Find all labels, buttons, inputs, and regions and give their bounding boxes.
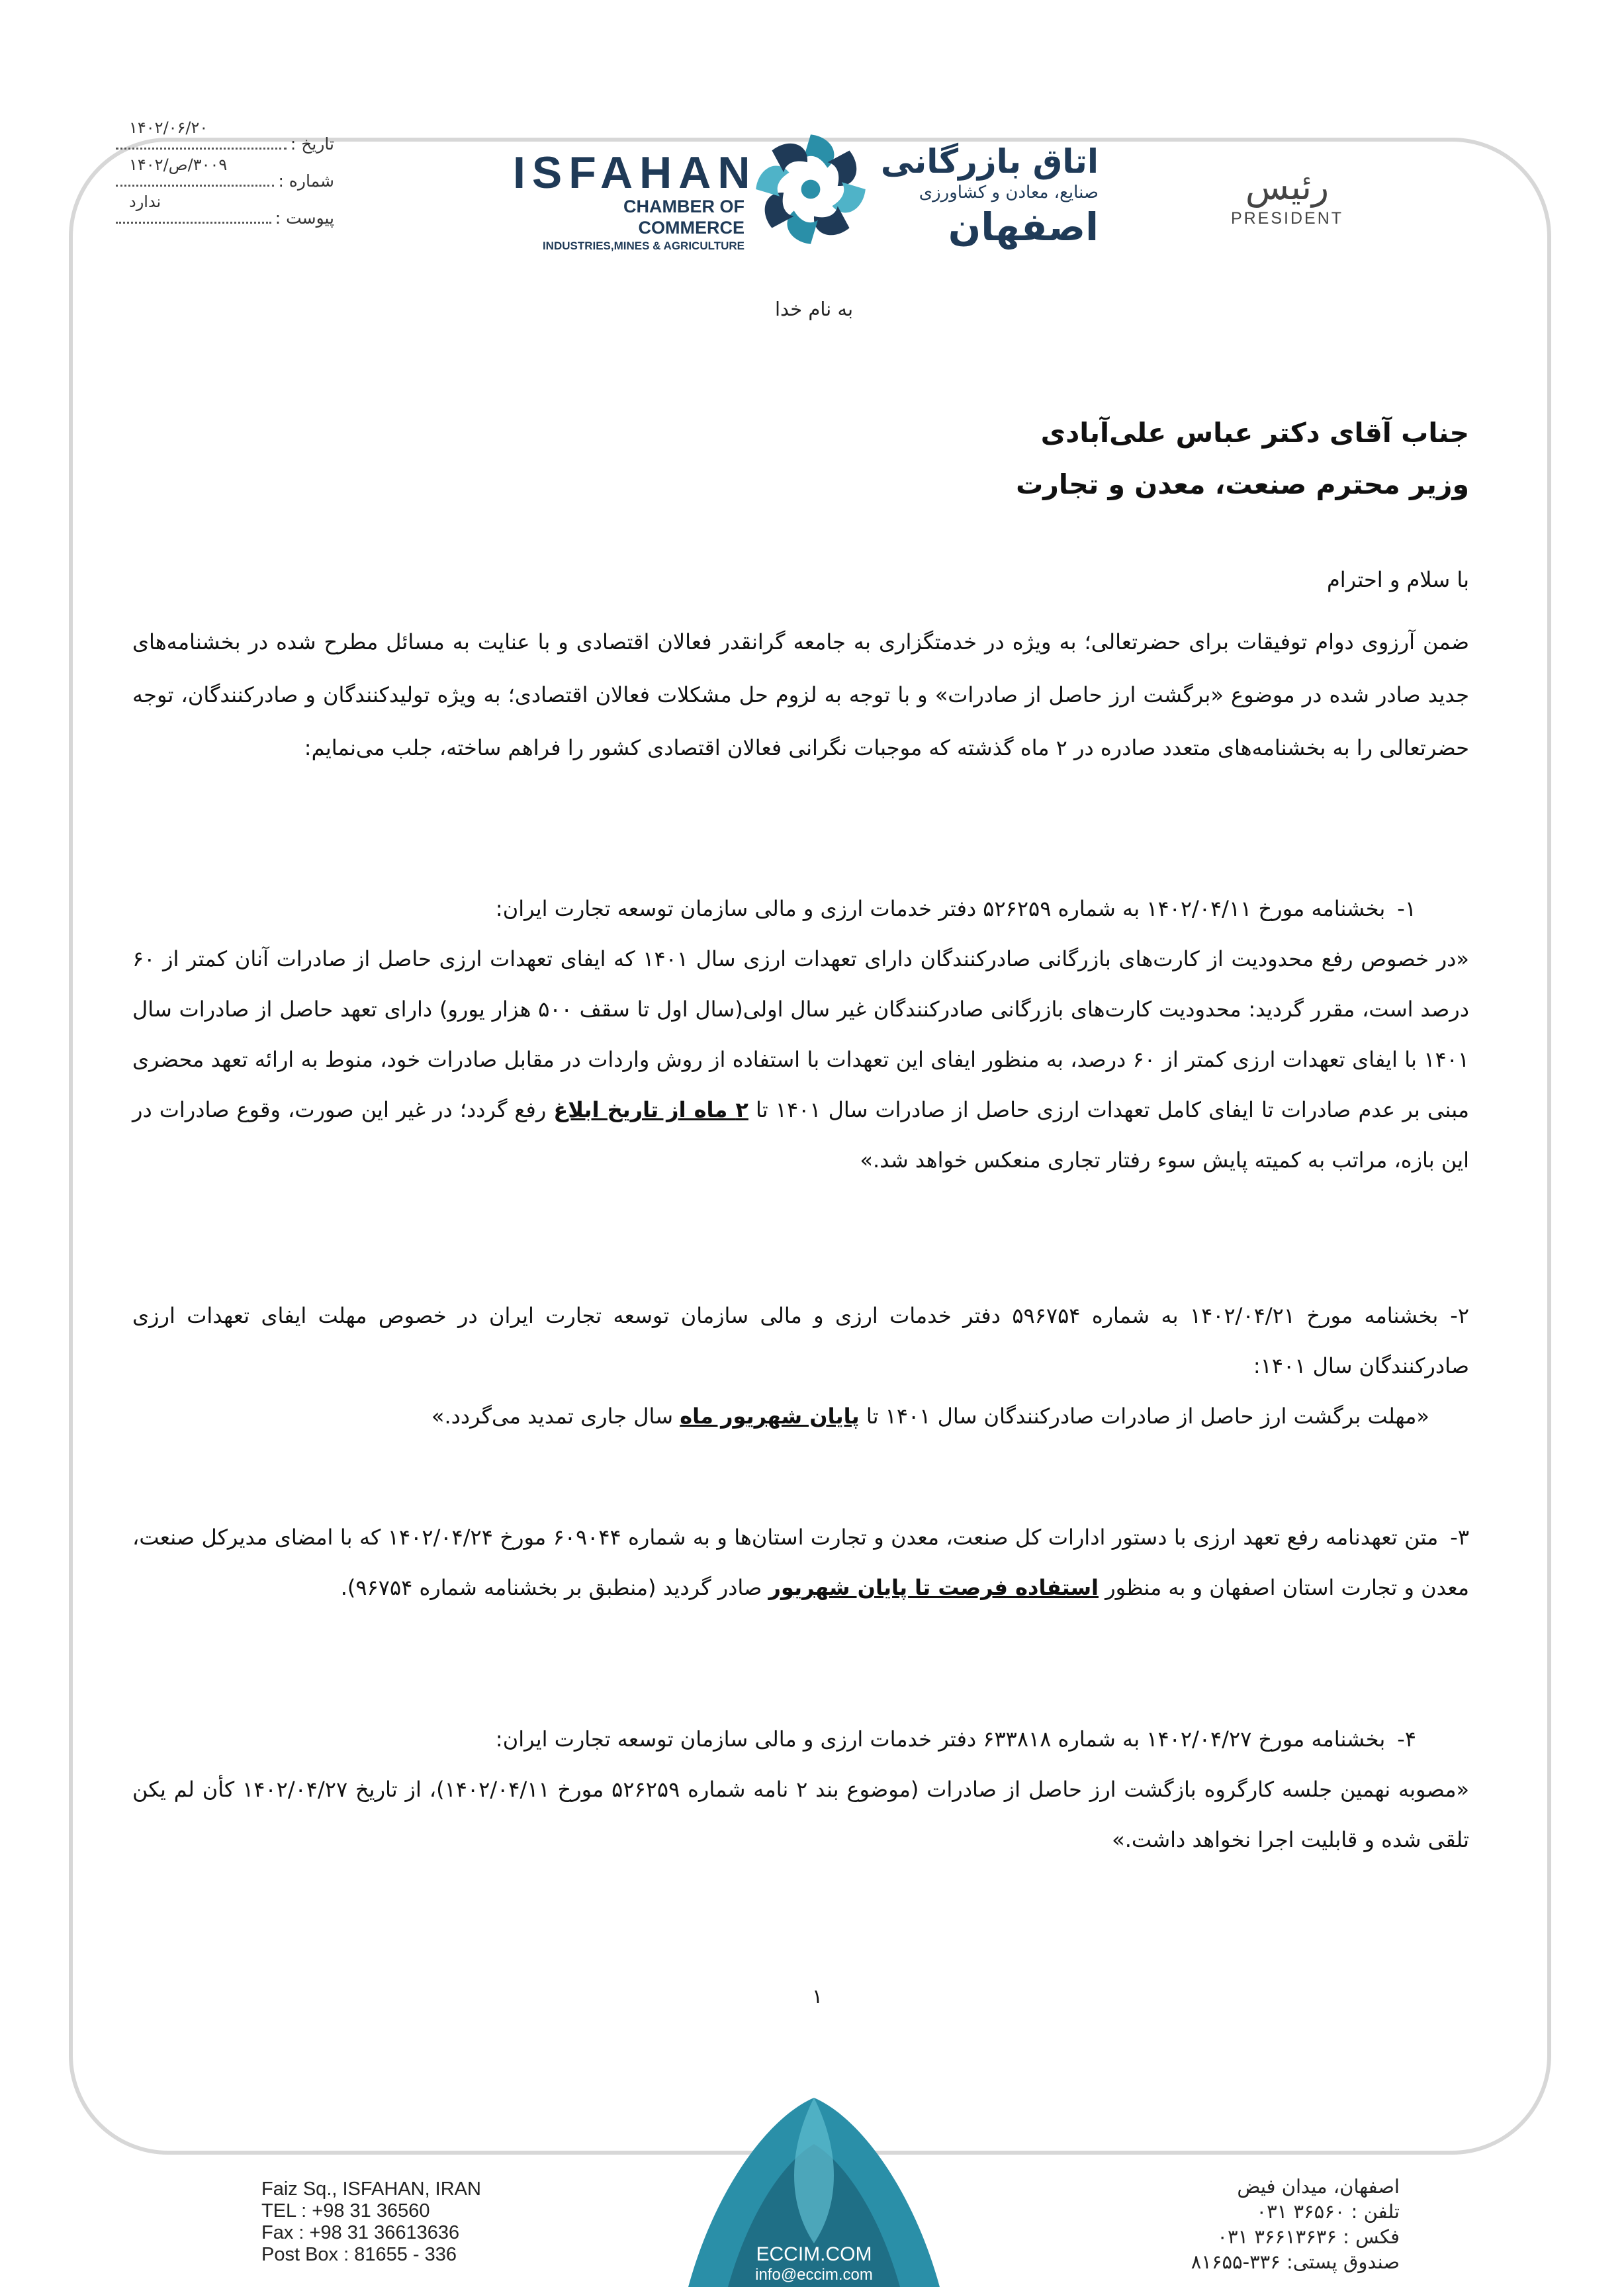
footer-fa-postbox: صندوق پستی: ۳۳۶-۸۱۶۵۵ [1191, 2251, 1400, 2273]
footer-en-fax: Fax : +98 31 36613636 [261, 2222, 460, 2243]
logo-fa-city: اصفهان [948, 204, 1099, 249]
logo-fa-title: اتاق بازرگانی [880, 142, 1099, 181]
item-heading: بخشنامه مورخ ۱۴۰۲/۰۴/۱۱ به شماره ۵۲۶۲۵۹ دفتر خدمات ارزی و مالی سازمان توسعه تجارت ایران: [495, 896, 1386, 921]
list-item [132, 883, 1469, 1185]
logo-en-subtitle: CHAMBER OF COMMERCE [623, 197, 744, 238]
addressee [172, 407, 1469, 510]
footer-en-postbox: Post Box : 81655 - 336 [261, 2244, 457, 2265]
item-emphasis: استفاده فرصت تا پایان شهریور [768, 1575, 1099, 1600]
item-number: ۴- [1397, 1726, 1416, 1752]
attachment-row [116, 193, 334, 237]
intro-paragraph: ضمن آرزوی دوام توفیقات برای حضرتعالی؛ به ویژه در خدمتگزاری به جامعه گرانقدر فعالان اقتصادی و با عنایت به مسائل مطرح شده در بخشنامه‌های جدید صادر شده در موضوع «برگشت ارز حاصل از صادرات» و با توجه به لزوم حل مشکلات فعالان اقتصادی؛ به ویژه تولیدکنندگان و صادرکنندگان، توجه حضرتعالی را به بخشنامه‌های متعدد صادره در ۲ ماه گذشته که موجبات نگرانی فعالان اقتصادی کشور را فراهم ساخته، جلب می‌نمایم: [132, 629, 1469, 760]
attachment-label: پیوست : [275, 208, 334, 228]
president-title [1218, 165, 1357, 228]
footer-email[interactable]: info@eccim.com [755, 2266, 873, 2284]
number-label: شماره : [278, 171, 334, 191]
item-heading: بخشنامه مورخ ۱۴۰۲/۰۴/۲۷ به شماره ۶۳۳۸۱۸ دفتر خدمات ارزی و مالی سازمان توسعه تجارت ایران: [495, 1726, 1386, 1752]
item-number: ۲- [1450, 1303, 1470, 1328]
item-quote: «مصوبه نهمین جلسه کارگروه بازگشت ارز حاصل از صادرات (موضوع بند ۲ نامه شماره ۵۲۶۲۵۹ مورخ ۱۴۰۲/۰۴/۱۱)، از تاریخ ۱۴۰۲/۰۴/۲۷ کأن لم یکن تلقی شده و قابلیت اجرا نخواهد داشت.» [132, 1777, 1470, 1852]
basmala: به نام خدا [774, 298, 854, 320]
page-number: ۱ [811, 1985, 823, 2008]
addressee-name: جناب آقای دکتر عباس علی‌آبادی [1040, 417, 1469, 449]
item-number: ۱- [1397, 896, 1416, 921]
quote-text: «مهلت برگشت ارز حاصل از صادرات صادرکنندگان سال ۱۴۰۱ تا [866, 1404, 1429, 1429]
footer-fa-fax: فکس : ۳۶۶۱۳۶۳۶ ۰۳۱ [1217, 2225, 1400, 2248]
date-value: ۱۴۰۲/۰۶/۲۰ [129, 118, 208, 137]
quote-emphasis: ۲ ماه از تاریخ ابلاغ [553, 1097, 748, 1122]
chamber-logo-icon [751, 130, 870, 249]
footer-web [715, 2243, 913, 2284]
footer-en-address: Faiz Sq., ISFAHAN, IRAN [261, 2178, 481, 2200]
logo-persian [880, 142, 1099, 250]
item-number: ۳- [1450, 1525, 1470, 1550]
footer-en-tel: TEL : +98 31 36560 [261, 2200, 430, 2221]
logo-en-title: ISFAHAN [513, 148, 757, 198]
item-quote [132, 934, 1469, 1185]
footer-website[interactable]: ECCIM.COM [756, 2243, 872, 2265]
quote-text: «در خصوص رفع محدودیت از کارت‌های بازرگانی صادرکنندگان دارای تعهدات ارزی سال ۱۴۰۱ که ایفای تعهدات ارزی حاصل از صادرات آنان کمتر از ۶۰ درصد است، مقرر گردید: محدودیت کارت‌های بازرگانی صادرکنندگان غیر سال اولی(سال اول تا سقف ۵۰۰ هزار یورو) دارای تعهد حاصل از صادرات سال ۱۴۰۱ با ایفای تعهدات ارزی کمتر از ۶۰ درصد، به منظور ایفای این تعهدات با استفاده از روش واردات در مقابل صادرات خود، منوط به ارائه تعهد محضری مبنی بر عدم صادرات تا ایفای کامل تعهدات ارزی حاصل از صادرات سال ۱۴۰۱ تا [132, 946, 1470, 1122]
attachment-value: ندارد [129, 193, 161, 211]
president-fa: رئیس [1245, 166, 1330, 208]
quote-text-end: سال جاری تمدید می‌گردد.» [431, 1404, 674, 1429]
president-en: PRESIDENT [1230, 209, 1344, 228]
item-heading: متن تعهدنامه رفع تعهد ارزی با دستور ادارات کل صنعت، معدن و تجارت استان‌ها و به شماره ۶۰۹۰۴۴ مورخ ۱۴۰۲/۰۴/۲۴ که با امضای مدیرکل صنعت، معدن و تجارت استان اصفهان و به منظور [132, 1525, 1469, 1600]
footer-address-en [261, 2178, 506, 2266]
greeting: با سلام و احترام [1326, 567, 1469, 592]
quote-emphasis: پایان شهریور ماه [680, 1404, 860, 1429]
footer-fa-address: اصفهان، میدان فیض [1237, 2175, 1400, 2198]
number-value: ۳۰۰۹/ص/۱۴۰۲ [129, 156, 228, 174]
list-item [132, 1512, 1469, 1613]
footer-fa-tel: تلفن : ۳۶۵۶۰ ۰۳۱ [1256, 2200, 1400, 2223]
list-item [132, 1290, 1469, 1441]
item-heading: بخشنامه مورخ ۱۴۰۲/۰۴/۲۱ به شماره ۵۹۶۷۵۴ دفتر خدمات ارزی و مالی سازمان توسعه تجارت ایران در خصوص مهلت ایفای تعهدات ارزی صادرکنندگان سال ۱۴۰۱: [132, 1303, 1469, 1378]
item-heading-end: صادر گردید (منطبق بر بخشنامه شماره ۹۶۷۵۴). [340, 1575, 762, 1600]
quote-text-end: رفع گردد؛ در غیر این صورت، وقوع صادرات در این بازه، مراتب به کمیته پایش سوء رفتار تجاری منعکس خواهد شد.» [132, 1097, 1469, 1173]
date-label: تاریخ : [290, 134, 334, 154]
logo-english [513, 148, 757, 254]
footer-address-fa [1115, 2174, 1400, 2274]
addressee-title: وزیر محترم صنعت، معدن و تجارت [1016, 469, 1469, 500]
item-quote [132, 1391, 1469, 1441]
logo-fa-subtitle: صنایع، معادن و کشاورزی [919, 183, 1099, 202]
list-item [132, 1714, 1469, 1865]
letter-meta [116, 118, 334, 237]
logo-en-tagline: INDUSTRIES,MINES & AGRICULTURE [542, 240, 744, 252]
